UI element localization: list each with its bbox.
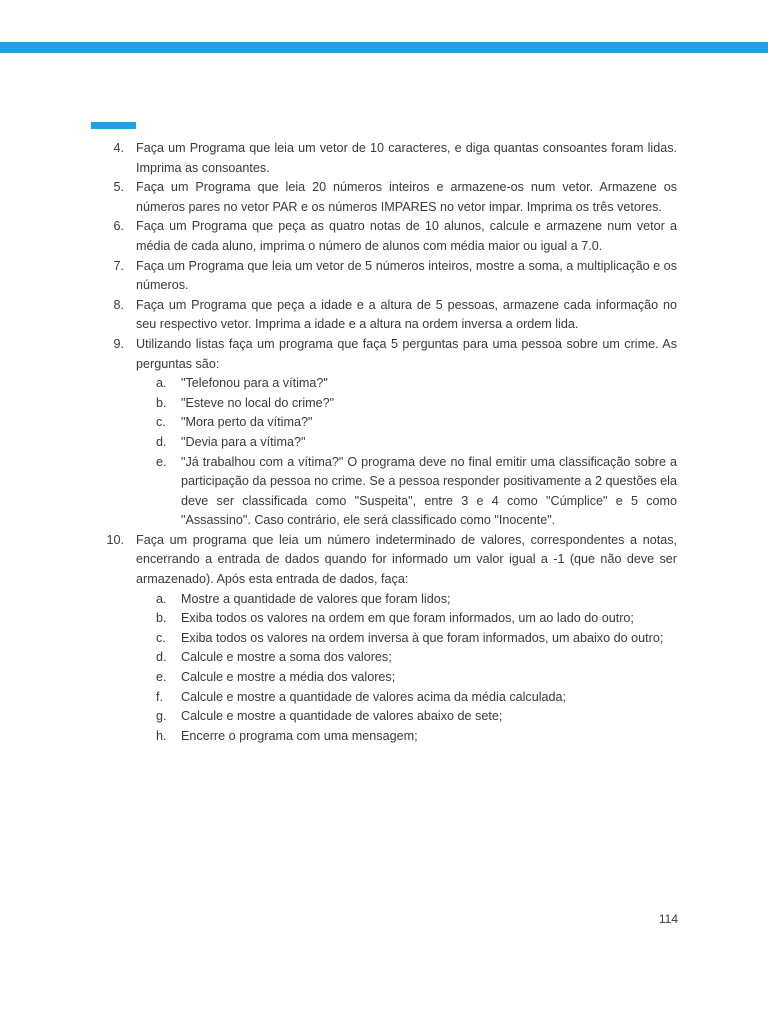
- exercise-subitem: [100, 727, 677, 747]
- subitem-letter: c.: [156, 630, 166, 645]
- exercise-item: [100, 217, 677, 256]
- exercise-number: 9.: [113, 336, 124, 351]
- exercise-text: Faça um Programa que leia um vetor de 5 números inteiros, mostre a soma, a multiplicação e os números.: [136, 258, 677, 293]
- subitem-letter: f.: [156, 689, 163, 704]
- exercise-item: [100, 139, 677, 178]
- exercise-subitem: [100, 394, 677, 414]
- subitem-letter: c.: [156, 415, 166, 430]
- subitem-letter: a.: [156, 591, 167, 606]
- exercise-text: Faça um Programa que leia um vetor de 10 caracteres, e diga quantas consoantes foram lidas. Imprima as consoantes.: [136, 141, 677, 175]
- exercise-subitem: [100, 648, 677, 668]
- subitem-text: Exiba todos os valores na ordem inversa à que foram informados, um abaixo do outro;: [181, 630, 664, 645]
- exercise-subitem: [100, 707, 677, 727]
- exercise-list: [100, 139, 677, 746]
- exercise-text: Faça um Programa que leia 20 números inteiros e armazene-os num vetor. Armazene os números pares no vetor PAR e os números IMPARES no vetor impar. Imprima os três vetores.: [136, 180, 677, 214]
- exercise-number: 8.: [113, 297, 124, 312]
- subitem-letter: h.: [156, 728, 167, 743]
- subitem-text: Exiba todos os valores na ordem em que foram informados, um ao lado do outro;: [181, 611, 634, 626]
- subitem-letter: e.: [156, 454, 167, 469]
- exercise-item: [100, 178, 677, 217]
- exercise-subitem: [100, 668, 677, 688]
- exercise-subitem: [100, 413, 677, 433]
- page-number: 114: [658, 912, 678, 926]
- subitem-letter: b.: [156, 611, 167, 626]
- exercise-subitem: [100, 590, 677, 610]
- subitem-text: Calcule e mostre a média dos valores;: [181, 670, 396, 685]
- subitem-text: Encerre o programa com uma mensagem;: [181, 728, 418, 743]
- subitem-letter: d.: [156, 650, 167, 665]
- exercise-subitem: [100, 374, 677, 394]
- subitem-text: "Mora perto da vítima?": [181, 415, 313, 430]
- exercise-text: Utilizando listas faça um programa que faça 5 perguntas para uma pessoa sobre um crime. As perguntas são:: [136, 336, 677, 371]
- exercise-subitem: [100, 688, 677, 708]
- subitem-text: Calcule e mostre a soma dos valores;: [181, 650, 392, 665]
- exercise-item: [100, 257, 677, 296]
- exercise-text: Faça um Programa que peça a idade e a altura de 5 pessoas, armazene cada informação no seu respectivo vetor. Imprima a idade e a altura na ordem inversa a ordem lida.: [136, 297, 677, 332]
- subitem-letter: g.: [156, 709, 167, 724]
- exercise-number: 6.: [113, 219, 124, 234]
- exercise-subitem: [100, 433, 677, 453]
- subitem-letter: d.: [156, 434, 167, 449]
- exercise-item: [100, 296, 677, 335]
- exercise-number: 5.: [113, 180, 124, 195]
- exercise-number: 4.: [113, 141, 124, 155]
- exercise-item: [100, 531, 677, 590]
- subitem-text: Calcule e mostre a quantidade de valores abaixo de sete;: [181, 709, 503, 724]
- exercise-text: Faça um programa que leia um número indeterminado de valores, correspondentes a notas, encerrando a entrada de dados quando for informado um valor igual a -1 (que não deve ser armazenado). Após esta entrada de dados, faça:: [136, 532, 677, 587]
- exercise-item: [100, 335, 677, 374]
- top-accent-bar: [0, 42, 768, 53]
- subitem-letter: e.: [156, 670, 167, 685]
- section-accent-bar: [91, 122, 136, 129]
- subitem-text: "Telefonou para a vítima?": [181, 376, 328, 391]
- exercise-subitem: [100, 453, 677, 531]
- subitem-letter: a.: [156, 376, 167, 391]
- exercise-number: 7.: [113, 258, 124, 273]
- exercise-subitem: [100, 629, 677, 649]
- subitem-text: Calcule e mostre a quantidade de valores acima da média calculada;: [181, 689, 567, 704]
- subitem-text: "Já trabalhou com a vítima?" O programa deve no final emitir uma classificação sobre a participação da pessoa no crime. Se a pessoa responder positivamente a 2 questões ela deve ser classificada como "Suspeita", entre 3 e 4 como "Cúmplice" e 5 como "Assassino". Caso contrário, ele será classificado como "Inocente".: [181, 454, 677, 528]
- exercise-subitem: [100, 609, 677, 629]
- subitem-text: "Devia para a vítima?": [181, 434, 306, 449]
- subitem-text: Mostre a quantidade de valores que foram lidos;: [181, 591, 451, 606]
- exercise-text: Faça um Programa que peça as quatro notas de 10 alunos, calcule e armazene num vetor a média de cada aluno, imprima o número de alunos com média maior ou igual a 7.0.: [136, 219, 677, 253]
- subitem-text: "Esteve no local do crime?": [181, 395, 335, 410]
- exercise-number: 10.: [106, 532, 124, 547]
- subitem-letter: b.: [156, 395, 167, 410]
